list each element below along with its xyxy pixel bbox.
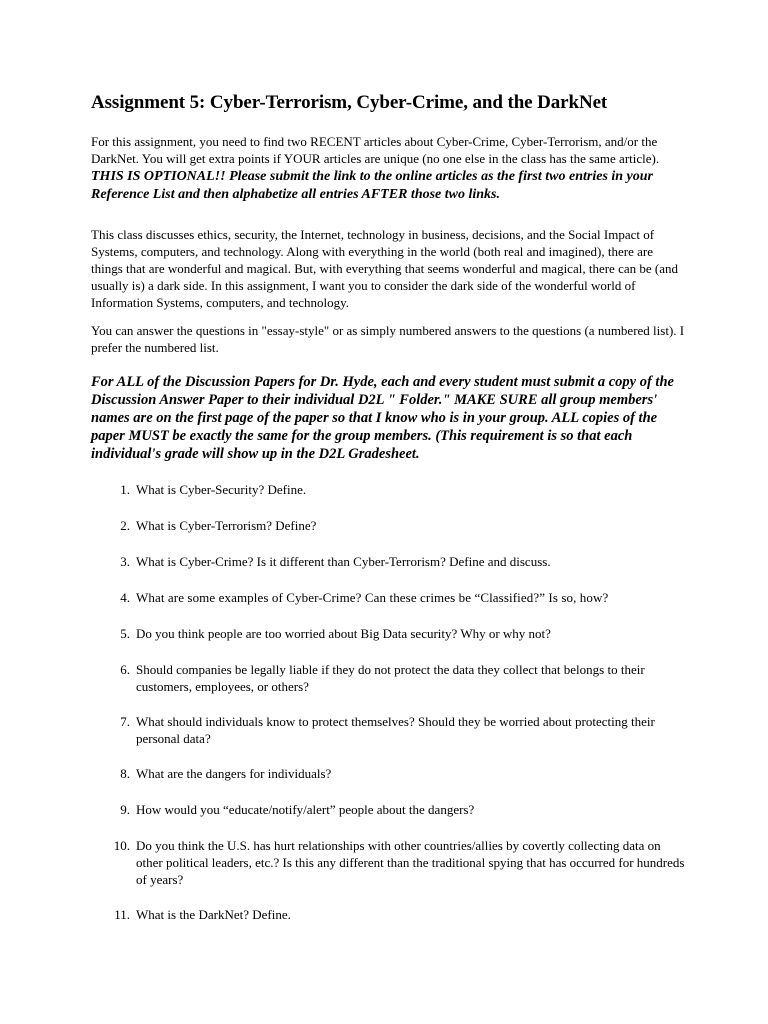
list-item [108,661,688,695]
list-item-number: 10. [113,838,130,853]
list-item-text: What are the dangers for individuals? [136,766,332,781]
list-item [108,801,688,818]
list-item-text: What is the DarkNet? Define. [136,907,291,922]
list-item-text: What should individuals know to protect themselves? Should they be worried about protecting their personal data? [136,714,655,746]
list-item-number: 1. [120,482,130,497]
list-item [108,481,688,498]
list-item-number: 5. [120,626,130,641]
list-item [108,713,688,747]
list-item-text: What is Cyber-Terrorism? Define? [136,518,317,533]
list-item-number: 8. [120,766,130,781]
list-item-number: 7. [120,714,130,729]
format-paragraph: You can answer the questions in "essay-style" or as simply numbered answers to the questions (a numbered list). I prefer the numbered list. [91,323,685,355]
list-item-number: 11. [114,907,130,922]
list-item [108,765,688,782]
context-paragraph: This class discusses ethics, security, the Internet, technology in business, decisions, and the Social Impact of Systems, computers, and technology. Along with everything in the world (both real and imagined), there are things that are wonderful and magical. But, with everything that seems wonderful and magical, there can be (and usually is) a dark side. In this assignment, I want you to consider the dark side of the wonderful world of Information Systems, computers, and technology. [91,227,678,310]
list-item-text: How would you “educate/notify/alert” people about the dangers? [136,802,475,817]
list-item-number: 3. [120,554,130,569]
list-item [108,837,688,888]
list-item-text: Do you think people are too worried about Big Data security? Why or why not? [136,626,551,641]
list-item [108,906,688,923]
list-item-number: 2. [120,518,130,533]
list-item-number: 9. [120,802,130,817]
list-item [108,553,688,570]
list-item-text: Should companies be legally liable if they do not protect the data they collect that belongs to their customers, employees, or others? [136,662,645,694]
list-item-number: 6. [120,662,130,677]
list-item-text: What is Cyber-Security? Define. [136,482,307,497]
page-title: Assignment 5: Cyber-Terrorism, Cyber-Crime, and the DarkNet [91,92,608,113]
list-item [108,625,688,642]
list-item-text: What are some examples of Cyber-Crime? Can these crimes be “Classified?” Is so, how? [136,590,609,605]
intro-text: For this assignment, you need to find two RECENT articles about Cyber-Crime, Cyber-Terrorism, and/or the DarkNet. You will get extra points if YOUR articles are unique (no one else in the class has the same article). [91,134,660,166]
list-item [108,517,688,534]
list-item-number: 4. [120,590,130,605]
intro-paragraph [91,133,687,203]
intro-emphasis: THIS IS OPTIONAL!! Please submit the link to the online articles as the first two entries in your Reference List and then alphabetize all entries AFTER those two links. [91,169,654,202]
list-item-text: What is Cyber-Crime? Is it different than Cyber-Terrorism? Define and discuss. [136,554,551,569]
list-item [108,589,688,606]
list-item-text: Do you think the U.S. has hurt relationships with other countries/allies by covertly collecting data on other political leaders, etc.? Is this any different than the traditional spying that has occurred for hundreds of years? [136,838,685,887]
submission-notice: For ALL of the Discussion Papers for Dr. Hyde, each and every student must submit a copy of the Discussion Answer Paper to their individual D2L " Folder." MAKE SURE all group members' names are on the first page of the paper so that I know who is in your group. ALL copies of the paper MUST be exactly the same for the group members. (This requirement is so that each individual's grade will show up in the D2L Gradesheet. [91,374,674,462]
